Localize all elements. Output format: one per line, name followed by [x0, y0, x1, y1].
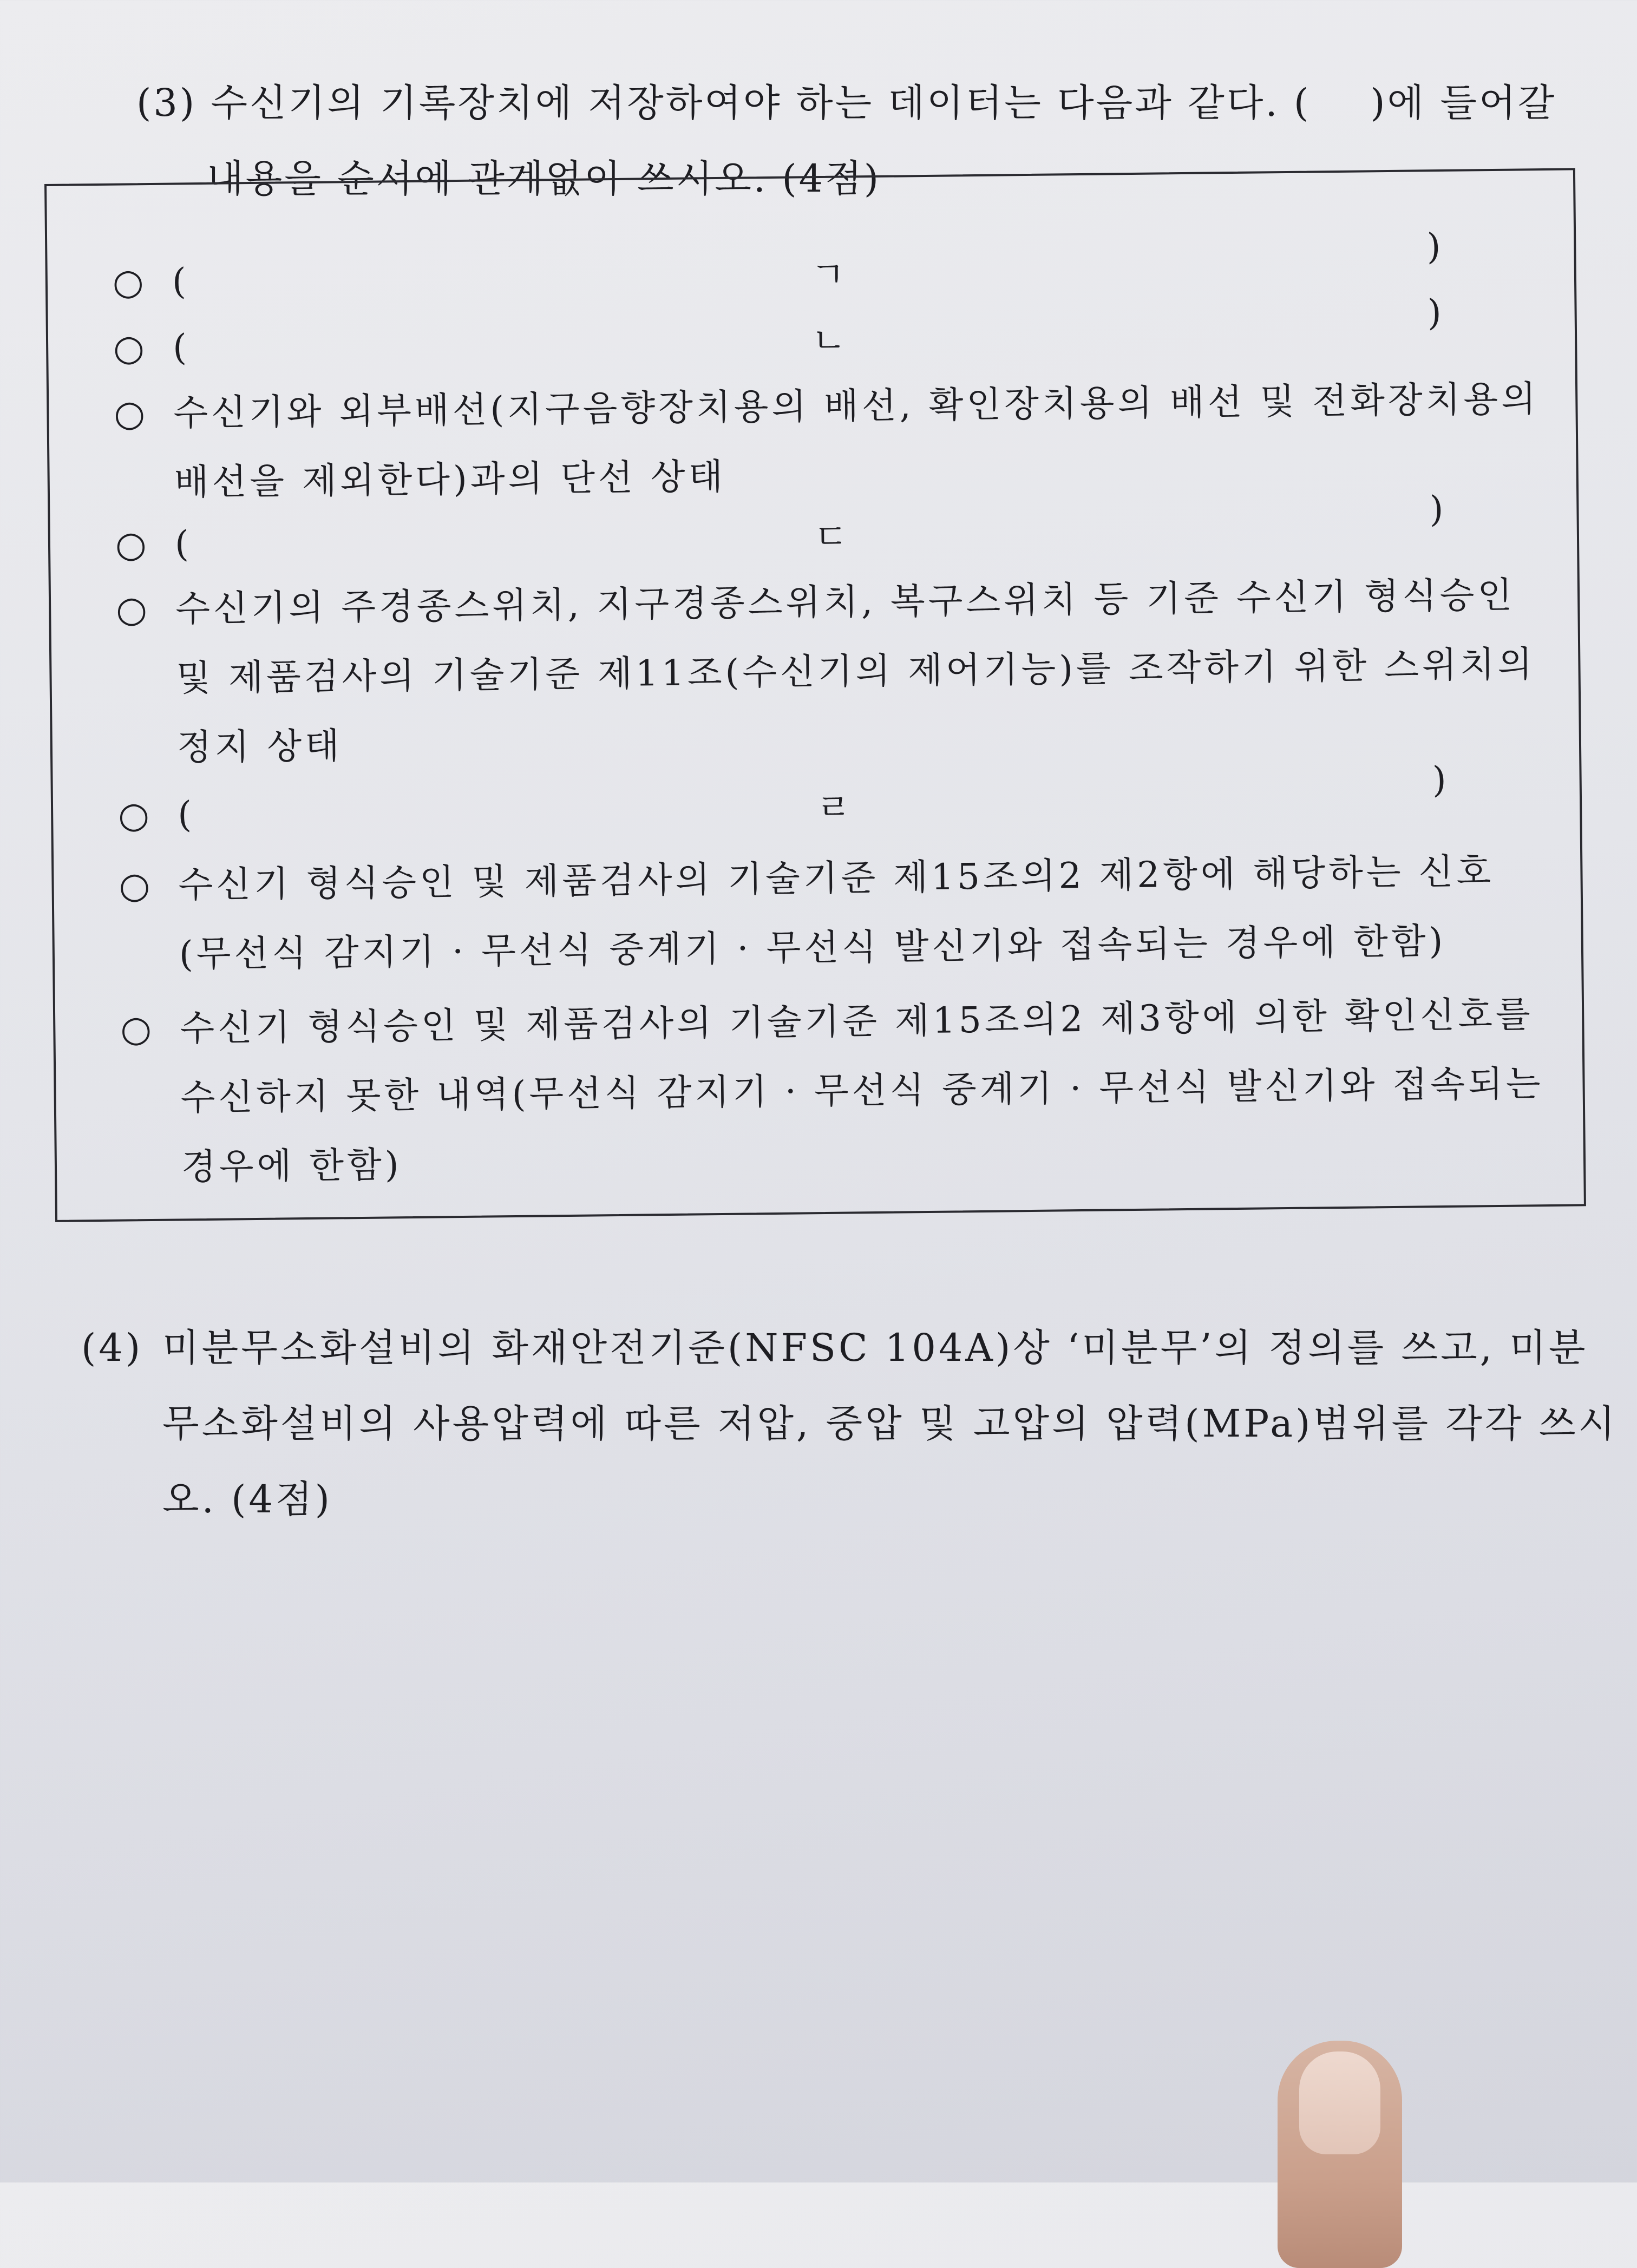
close-paren: ) [1429, 488, 1447, 530]
list-item-text: 수신기 형식승인 및 제품검사의 기술기준 제15조의2 제3항에 의한 확인신호를 수신하지 못한 내역(무선식 감지기 · 무선식 중계기 · 무선식 발신기와 접속되는 경우에 한함) [179, 993, 1544, 1188]
bullet-circle: ○ [115, 523, 150, 566]
open-paren: ( [172, 326, 191, 369]
question-4-text: 미분무소화설비의 화재안전기준(NFSC 104A)상 ‘미분무’의 정의를 쓰고, 미분무소화설비의 사용압력에 따른 저압, 중압 및 고압의 압력(MPa)범위를 각각 쓰시오. (4점) [162, 1326, 1618, 1522]
bullet-circle: ○ [115, 588, 151, 631]
bullet-circle: ○ [119, 864, 154, 907]
list-item-text: 수신기 형식승인 및 제품검사의 기술기준 제15조의2 제2항에 해당하는 신호(무선식 감지기 · 무선식 중계기 · 무선식 발신기와 접속되는 경우에 한함) [178, 850, 1495, 975]
list-item-unreceived-confirm [120, 980, 1551, 1203]
bullet-circle: ○ [114, 392, 149, 435]
data-list-box [44, 168, 1586, 1222]
fingernail [1299, 2051, 1380, 2154]
blank-label: ㄹ [816, 786, 855, 829]
blank-label: ㄱ [810, 253, 849, 296]
list-item-disconnection [114, 364, 1544, 518]
question-4 [81, 1310, 1619, 1537]
question-3-text: (3) 수신기의 기록장치에 저장하여야 하는 데이터는 다음과 같다. ( [136, 81, 1311, 125]
question-3-line-2: 내용을 순서에 관계없이 쓰시오. (4점) [207, 156, 881, 201]
bullet-circle: ○ [112, 261, 147, 303]
list-item-text: 수신기와 외부배선(지구음향장치용의 배선, 확인장치용의 배선 및 전화장치용의 배선을 제외한다)과의 단선 상태 [173, 378, 1540, 503]
open-paren: ( [172, 260, 190, 303]
list-item-signal [119, 836, 1549, 990]
list-item-switch-state [116, 560, 1547, 783]
list-item-blank-d [117, 758, 1548, 850]
blank-label: ㄷ [813, 516, 852, 559]
question-4-number: (4) [81, 1326, 143, 1370]
list-item-text: 수신기의 주경종스위치, 지구경종스위치, 복구스위치 등 기준 수신기 형식승인 및 제품검사의 기술기준 제11조(수신기의 제어기능)를 조작하기 위한 스위치의 정지 상태 [175, 574, 1536, 769]
bullet-circle: ○ [120, 1007, 155, 1050]
blank-label: ㄴ [811, 319, 850, 362]
close-paren: ) [1427, 291, 1445, 334]
close-paren: ) [1432, 758, 1450, 801]
open-paren: ( [174, 523, 193, 565]
question-3-line-1 [136, 60, 1557, 146]
bullet-circle: ○ [113, 327, 148, 369]
bullet-circle: ○ [117, 794, 153, 836]
blank-row [118, 758, 1548, 850]
open-paren: ( [177, 794, 195, 836]
question-3-text-end: )에 들어갈 [1370, 81, 1557, 125]
close-paren: ) [1426, 225, 1444, 268]
